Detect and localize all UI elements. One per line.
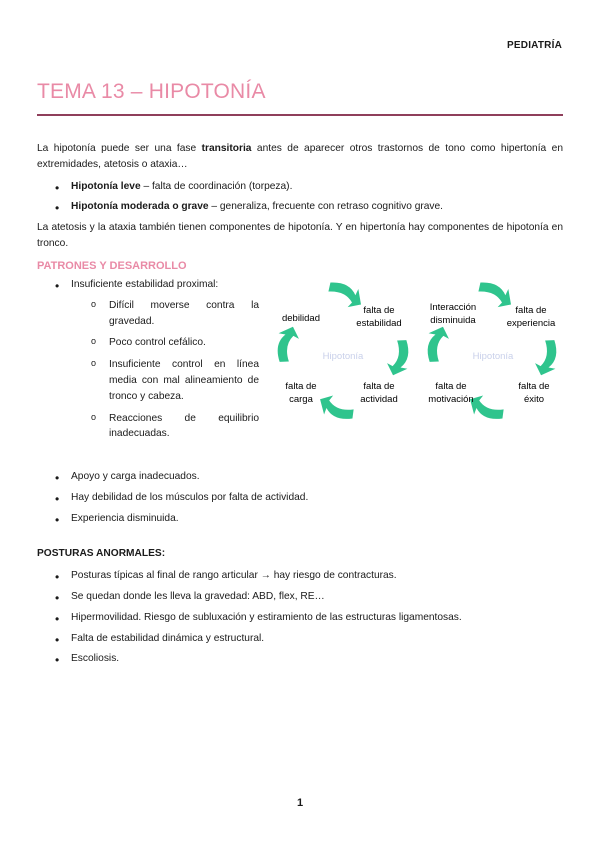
sub-list-item: o Difícil moverse contra la gravedad. xyxy=(37,298,259,330)
node-label: falta de xyxy=(363,380,395,392)
cycle-center-label: Hipotonía xyxy=(472,350,514,362)
section-heading-posturas: POSTURAS ANORMALES: xyxy=(37,548,166,560)
node-label: éxito xyxy=(523,393,545,405)
sub-list-item: o Reacciones de equilibrio inadecuadas. xyxy=(37,411,259,443)
intro-text-end: antes de aparecer otros trastornos de tono como hipertonía en extremidades, atetosis o ataxia… xyxy=(37,143,563,170)
document-body xyxy=(37,141,563,672)
patrones-sublist xyxy=(37,298,259,443)
cycle-1 xyxy=(275,277,412,424)
title-underline xyxy=(37,114,563,116)
node-label: falta de xyxy=(518,380,550,392)
list-item xyxy=(37,179,563,195)
hypotonia-types-list xyxy=(37,179,563,216)
node-label: actividad xyxy=(360,393,398,405)
intro-text-start: La hipotonía puede ser una fase xyxy=(37,143,202,154)
intro-bold-term: transitoria xyxy=(201,143,252,154)
list-item: • Insuficiente estabilidad proximal: xyxy=(37,277,259,293)
page-title: TEMA 13 – HIPOTONÍA xyxy=(37,80,266,103)
node-label: carga xyxy=(289,393,313,405)
cycle-arrow xyxy=(474,277,516,312)
patrones-text-column xyxy=(37,275,259,448)
sub-list-item: o Poco control cefálico. xyxy=(37,335,259,351)
section-heading-patrones: PATRONES Y DESARROLLO xyxy=(37,259,187,272)
paragraph-atetosis: La atetosis y la ataxia también tienen componentes de hipotonía. Y en hipertonía hay componentes de hipotonía en tronco. xyxy=(37,222,563,250)
node-label: falta de xyxy=(435,380,467,392)
sub-list-item: o Insuficiente control en línea media con mal alineamiento de tronco y cabeza. xyxy=(37,357,259,404)
patrones-more-list xyxy=(37,469,563,526)
list-item xyxy=(37,199,563,215)
patrones-list xyxy=(37,277,259,293)
list-item: • Falta de estabilidad dinámica y estructural. xyxy=(37,631,563,647)
list-item: • Apoyo y carga inadecuados. xyxy=(37,469,563,485)
cycle-arrow xyxy=(324,277,366,312)
intro-paragraph xyxy=(37,141,563,173)
node-label: experiencia xyxy=(506,317,556,329)
type-term: Hipotonía moderada o grave xyxy=(71,201,209,213)
cycle-arrow xyxy=(385,337,412,377)
list-item: • Hay debilidad de los músculos por falta de actividad. xyxy=(37,490,563,506)
list-item: • Posturas típicas al final de rango articular → hay riesgo de contracturas. xyxy=(37,568,563,584)
cycle-arrow xyxy=(533,337,560,377)
cycle-arrow xyxy=(275,324,301,364)
node-label: motivación xyxy=(428,393,474,405)
node-label: debilidad xyxy=(281,312,321,324)
page-number: 1 xyxy=(296,796,304,809)
type-description: – falta de coordinación (torpeza). xyxy=(140,180,293,192)
cycle-arrow xyxy=(424,324,451,364)
patrones-section xyxy=(37,275,563,463)
cycle-arrow xyxy=(316,392,358,424)
list-item: • Escoliosis. xyxy=(37,651,563,667)
type-description: – generaliza, frecuente con retraso cognitivo grave. xyxy=(208,201,444,213)
node-label: falta de xyxy=(515,304,547,316)
posturas-list xyxy=(37,568,563,667)
cycle-center-label: Hipotonía xyxy=(322,350,364,362)
type-term: Hipotonía leve xyxy=(71,180,141,192)
node-label: falta de xyxy=(285,380,317,392)
node-label: disminuida xyxy=(430,314,476,326)
node-label: falta de xyxy=(363,304,395,316)
list-item: • Se quedan donde les lleva la gravedad: ABD, flex, RE… xyxy=(37,589,563,605)
cycle-2 xyxy=(424,277,561,424)
list-item: • Experiencia disminuida. xyxy=(37,511,563,527)
node-label: Interacción xyxy=(429,301,477,313)
node-label: estabilidad xyxy=(356,317,402,329)
hypotonia-cycles-diagram xyxy=(275,275,565,435)
document-header: PEDIATRÍA xyxy=(507,40,562,51)
list-item: • Hipermovilidad. Riesgo de subluxación y estiramiento de las estructuras ligamentosas. xyxy=(37,610,563,626)
